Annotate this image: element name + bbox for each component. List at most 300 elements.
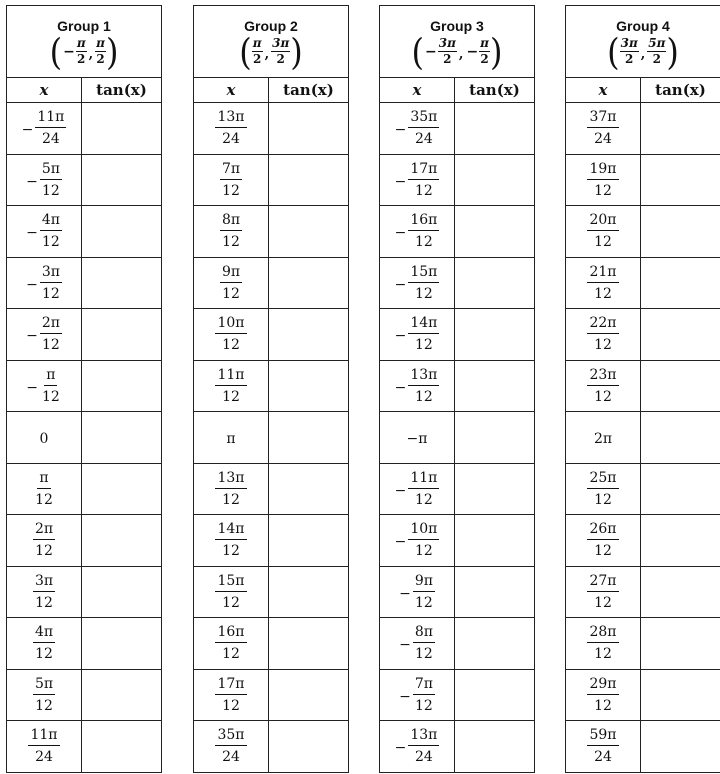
- tan-answer-cell[interactable]: [455, 721, 535, 773]
- group-header: [380, 6, 535, 78]
- table-row: [7, 360, 162, 412]
- interval-numerator: π: [96, 36, 105, 51]
- table-row: [194, 360, 349, 412]
- group-header: [566, 6, 720, 78]
- table-row: [566, 206, 720, 258]
- tan-answer-cell[interactable]: [641, 721, 720, 773]
- x-denominator: 12: [222, 182, 240, 199]
- tan-column-header: tan(x): [82, 78, 162, 103]
- x-sign: −: [394, 534, 407, 551]
- x-denominator: 12: [594, 697, 612, 714]
- column-header-row: [194, 78, 349, 103]
- interval-denominator: 2: [443, 52, 452, 66]
- tan-answer-cell[interactable]: [269, 412, 349, 464]
- x-denominator: 12: [35, 491, 53, 508]
- x-denominator: 12: [222, 646, 240, 663]
- open-paren: (: [607, 29, 620, 74]
- table-row: [194, 515, 349, 567]
- x-value: 0: [39, 430, 49, 447]
- table-row: [194, 257, 349, 309]
- x-numerator: 2π: [40, 315, 62, 334]
- x-fraction: [408, 212, 439, 250]
- x-denominator: 12: [35, 594, 53, 611]
- tan-answer-cell[interactable]: [269, 721, 349, 773]
- x-numerator: 19π: [587, 161, 618, 180]
- x-value-cell: [194, 566, 269, 618]
- tan-answer-cell[interactable]: [641, 463, 720, 515]
- x-fraction: [408, 315, 439, 353]
- x-value-cell: [566, 721, 641, 773]
- x-header-label: x: [39, 81, 49, 99]
- x-denominator: 12: [594, 646, 612, 663]
- tan-answer-cell[interactable]: [269, 463, 349, 515]
- table-row: [566, 412, 720, 464]
- tan-answer-cell[interactable]: [455, 154, 535, 206]
- x-denominator: 24: [414, 749, 433, 766]
- x-fraction: [587, 212, 618, 250]
- x-fraction: [40, 264, 62, 302]
- x-numerator: 20π: [587, 212, 618, 231]
- x-denominator: 12: [414, 285, 433, 302]
- tan-answer-cell[interactable]: [269, 360, 349, 412]
- table-row: [194, 721, 349, 773]
- tan-answer-cell[interactable]: [641, 206, 720, 258]
- column-header-row: [7, 78, 162, 103]
- x-value-cell: [380, 721, 455, 773]
- interval-denominator: 2: [276, 52, 285, 66]
- tan-answer-cell[interactable]: [269, 103, 349, 155]
- interval-comma: ,: [88, 47, 94, 62]
- x-value-cell: [7, 463, 82, 515]
- tan-answer-cell[interactable]: [269, 257, 349, 309]
- table-row: [7, 515, 162, 567]
- x-value-cell: [566, 206, 641, 258]
- group-title: Group 1: [57, 17, 111, 34]
- x-denominator: 12: [414, 697, 433, 714]
- x-numerator: 10π: [215, 315, 246, 334]
- interval-comma: ,: [264, 47, 270, 62]
- tan-answer-cell[interactable]: [82, 257, 162, 309]
- x-sign: −: [21, 122, 34, 139]
- close-paren: ): [290, 29, 303, 74]
- x-value-cell: [7, 515, 82, 567]
- tan-answer-cell[interactable]: [82, 309, 162, 361]
- tan-answer-cell[interactable]: [269, 669, 349, 721]
- tan-answer-cell[interactable]: [455, 206, 535, 258]
- x-header-label: x: [412, 81, 422, 99]
- tan-answer-cell[interactable]: [82, 721, 162, 773]
- interval-sign: −: [63, 43, 75, 60]
- x-value-cell: [566, 618, 641, 670]
- table-row: [194, 154, 349, 206]
- x-denominator: 12: [414, 646, 433, 663]
- x-fraction: [40, 315, 62, 353]
- x-value-cell: [7, 103, 82, 155]
- tan-answer-cell[interactable]: [82, 154, 162, 206]
- x-numerator: 15π: [215, 573, 246, 592]
- interval-denominator: 2: [624, 52, 634, 66]
- table-row: [7, 566, 162, 618]
- tan-column-header: tan(x): [269, 78, 349, 103]
- x-numerator: 11π: [215, 367, 246, 386]
- table-row: [566, 360, 720, 412]
- x-sign: −: [394, 173, 407, 190]
- x-value-cell: [566, 360, 641, 412]
- group-title: Group 3: [430, 17, 484, 34]
- x-fraction: [587, 315, 618, 353]
- table-row: [194, 412, 349, 464]
- tan-answer-cell[interactable]: [641, 103, 720, 155]
- x-value-cell: [566, 412, 641, 464]
- x-denominator: 12: [414, 543, 433, 560]
- x-numerator: 11π: [408, 470, 439, 489]
- x-sign: −: [399, 585, 411, 602]
- table-row: [7, 721, 162, 773]
- x-sign: −: [26, 379, 38, 396]
- tan-answer-cell[interactable]: [82, 412, 162, 464]
- x-sign: −: [26, 225, 38, 242]
- x-fraction: [587, 573, 618, 611]
- tan-answer-cell[interactable]: [82, 360, 162, 412]
- x-denominator: 12: [222, 594, 240, 611]
- x-denominator: 12: [594, 182, 612, 199]
- x-value-cell: [194, 257, 269, 309]
- group-title: Group 2: [244, 17, 298, 34]
- interval-fraction: [76, 37, 87, 65]
- x-fraction: [587, 161, 618, 199]
- x-fraction: [413, 624, 435, 662]
- table-row: [7, 257, 162, 309]
- x-denominator: 12: [414, 234, 433, 251]
- x-fraction: [220, 212, 242, 250]
- table-row: [380, 309, 535, 361]
- tan-answer-cell[interactable]: [641, 515, 720, 567]
- x-value-cell: [566, 463, 641, 515]
- tan-answer-cell[interactable]: [82, 566, 162, 618]
- x-fraction: [413, 573, 435, 611]
- x-denominator: 12: [222, 285, 240, 302]
- tan-answer-cell[interactable]: [455, 566, 535, 618]
- interval-fraction: [95, 37, 106, 65]
- group-header: [7, 6, 162, 78]
- x-fraction: [33, 624, 55, 662]
- tan-answer-cell[interactable]: [641, 257, 720, 309]
- x-value: 2π: [593, 430, 613, 447]
- x-value: −π: [406, 430, 428, 447]
- tan-answer-cell[interactable]: [455, 103, 535, 155]
- x-value-cell: [194, 515, 269, 567]
- x-numerator: 13π: [408, 727, 439, 746]
- x-numerator: 22π: [587, 315, 618, 334]
- table-row: [380, 360, 535, 412]
- interval-numerator: 3π: [438, 36, 456, 51]
- tan-answer-cell[interactable]: [455, 257, 535, 309]
- x-numerator: π: [37, 470, 50, 489]
- x-value-cell: [7, 669, 82, 721]
- tan-answer-cell[interactable]: [82, 103, 162, 155]
- x-sign: −: [26, 276, 38, 293]
- x-fraction: [587, 521, 618, 559]
- x-value-cell: [194, 103, 269, 155]
- table-row: [566, 618, 720, 670]
- x-fraction: [220, 161, 242, 199]
- table-row: [380, 721, 535, 773]
- table-row: [7, 412, 162, 464]
- tan-answer-cell[interactable]: [455, 360, 535, 412]
- interval-numerator: 3π: [620, 36, 638, 51]
- x-numerator: 16π: [408, 212, 439, 231]
- tan-answer-cell[interactable]: [82, 206, 162, 258]
- group-table-3: [379, 5, 535, 773]
- x-denominator: 12: [222, 543, 240, 560]
- table-row: [566, 154, 720, 206]
- interval-denominator: 2: [480, 52, 489, 66]
- group-header: [194, 6, 349, 78]
- x-numerator: 15π: [408, 264, 439, 283]
- interval-numerator: π: [252, 36, 262, 51]
- x-numerator: 3π: [40, 264, 62, 283]
- table-row: [194, 566, 349, 618]
- x-fraction: [33, 676, 55, 714]
- tan-answer-cell[interactable]: [641, 669, 720, 721]
- x-sign: −: [394, 328, 407, 345]
- x-value-cell: [7, 566, 82, 618]
- open-paren: (: [239, 29, 252, 74]
- tan-answer-cell[interactable]: [269, 206, 349, 258]
- x-denominator: 12: [414, 388, 433, 405]
- x-fraction: [215, 521, 246, 559]
- x-value-cell: [7, 257, 82, 309]
- x-numerator: 8π: [220, 212, 242, 231]
- x-numerator: 23π: [587, 367, 618, 386]
- tan-answer-cell[interactable]: [269, 618, 349, 670]
- tan-answer-cell[interactable]: [82, 669, 162, 721]
- interval-fraction: [620, 37, 639, 65]
- x-numerator: 17π: [408, 161, 439, 180]
- x-value-cell: [566, 669, 641, 721]
- x-numerator: π: [44, 367, 57, 386]
- x-numerator: 11π: [28, 727, 59, 746]
- x-sign: −: [394, 225, 407, 242]
- x-numerator: 21π: [587, 264, 618, 283]
- x-value-cell: [7, 618, 82, 670]
- x-value-cell: [380, 360, 455, 412]
- x-denominator: 24: [594, 749, 612, 766]
- tan-answer-cell[interactable]: [455, 309, 535, 361]
- x-denominator: 12: [35, 646, 53, 663]
- table-row: [380, 618, 535, 670]
- x-fraction: [408, 161, 439, 199]
- table-row: [566, 669, 720, 721]
- tan-answer-cell[interactable]: [641, 412, 720, 464]
- x-header-label: x: [598, 81, 608, 99]
- group-header-row: [380, 6, 535, 78]
- table-row: [380, 669, 535, 721]
- x-numerator: 37π: [587, 109, 618, 128]
- x-denominator: 12: [594, 285, 612, 302]
- x-numerator: 13π: [408, 367, 439, 386]
- x-value-cell: [194, 412, 269, 464]
- close-paren: ): [666, 29, 679, 74]
- tan-answer-cell[interactable]: [641, 154, 720, 206]
- table-row: [194, 206, 349, 258]
- interval-denominator: 2: [77, 52, 86, 66]
- interval-numerator: π: [76, 36, 86, 51]
- x-value-cell: [194, 154, 269, 206]
- x-denominator: 24: [222, 131, 240, 148]
- x-denominator: 12: [414, 594, 433, 611]
- table-row: [7, 309, 162, 361]
- x-denominator: 12: [594, 337, 612, 354]
- x-value-cell: [566, 257, 641, 309]
- x-column-header: [194, 78, 269, 103]
- tan-answer-cell[interactable]: [641, 309, 720, 361]
- tan-answer-cell[interactable]: [641, 360, 720, 412]
- x-denominator: 12: [222, 388, 240, 405]
- x-value-cell: [380, 257, 455, 309]
- x-fraction: [215, 676, 246, 714]
- x-value-cell: [380, 669, 455, 721]
- x-fraction: [40, 161, 62, 199]
- x-numerator: 35π: [215, 727, 246, 746]
- x-fraction: [28, 727, 59, 765]
- x-denominator: 12: [41, 337, 60, 354]
- x-sign: −: [394, 276, 407, 293]
- x-fraction: [33, 521, 55, 559]
- table-row: [7, 103, 162, 155]
- x-numerator: 10π: [408, 521, 439, 540]
- x-fraction: [215, 109, 246, 147]
- tan-answer-cell[interactable]: [641, 618, 720, 670]
- tan-answer-cell[interactable]: [269, 566, 349, 618]
- tan-answer-cell[interactable]: [269, 154, 349, 206]
- table-row: [380, 154, 535, 206]
- table-row: [7, 669, 162, 721]
- interval-denominator: 2: [652, 52, 662, 66]
- x-numerator: 2π: [33, 521, 55, 540]
- x-numerator: 27π: [587, 573, 618, 592]
- x-numerator: 4π: [33, 624, 55, 643]
- tan-answer-cell[interactable]: [641, 566, 720, 618]
- tan-answer-cell[interactable]: [82, 618, 162, 670]
- x-value-cell: [380, 309, 455, 361]
- x-value-cell: [380, 515, 455, 567]
- table-row: [7, 154, 162, 206]
- x-numerator: 35π: [408, 109, 439, 128]
- tan-answer-cell[interactable]: [455, 669, 535, 721]
- x-fraction: [215, 470, 246, 508]
- x-numerator: 28π: [587, 624, 618, 643]
- tan-answer-cell[interactable]: [269, 515, 349, 567]
- tan-answer-cell[interactable]: [82, 515, 162, 567]
- x-numerator: 9π: [413, 573, 435, 592]
- x-value-cell: [566, 566, 641, 618]
- x-value-cell: [194, 206, 269, 258]
- tan-answer-cell[interactable]: [455, 463, 535, 515]
- interval-sign: −: [425, 43, 437, 60]
- x-denominator: 12: [35, 543, 53, 560]
- group-table-1: [6, 5, 162, 773]
- tan-answer-cell[interactable]: [455, 412, 535, 464]
- x-numerator: 13π: [215, 470, 246, 489]
- x-denominator: 12: [222, 337, 240, 354]
- x-value: π: [226, 430, 236, 447]
- x-denominator: 12: [594, 491, 612, 508]
- x-numerator: 11π: [35, 109, 66, 128]
- tan-answer-cell[interactable]: [269, 309, 349, 361]
- group-header-row: [194, 6, 349, 78]
- x-value-cell: [194, 309, 269, 361]
- table-row: [7, 618, 162, 670]
- x-fraction: [215, 367, 246, 405]
- interval-fraction: [479, 37, 490, 65]
- x-column-header: [566, 78, 641, 103]
- x-denominator: 24: [41, 131, 60, 148]
- interval-fraction: [438, 37, 457, 65]
- x-denominator: 24: [414, 131, 433, 148]
- table-row: [7, 463, 162, 515]
- x-value-cell: [380, 154, 455, 206]
- table-row: [380, 257, 535, 309]
- x-fraction: [408, 521, 439, 559]
- tan-answer-cell[interactable]: [82, 463, 162, 515]
- x-denominator: 12: [41, 285, 60, 302]
- tan-answer-cell[interactable]: [455, 618, 535, 670]
- x-fraction: [408, 264, 439, 302]
- x-denominator: 12: [594, 234, 612, 251]
- table-row: [566, 309, 720, 361]
- x-numerator: 7π: [413, 676, 435, 695]
- x-value-cell: [566, 103, 641, 155]
- x-fraction: [33, 573, 55, 611]
- table-row: [566, 515, 720, 567]
- x-fraction: [408, 109, 439, 147]
- x-numerator: 29π: [587, 676, 618, 695]
- table-row: [194, 618, 349, 670]
- x-numerator: 5π: [33, 676, 55, 695]
- table-row: [380, 103, 535, 155]
- interval-sign: −: [466, 43, 479, 60]
- table-row: [566, 721, 720, 773]
- x-denominator: 24: [35, 749, 53, 766]
- x-fraction: [587, 676, 618, 714]
- x-value-cell: [7, 154, 82, 206]
- x-fraction: [408, 727, 439, 765]
- x-denominator: 12: [41, 388, 60, 405]
- x-numerator: 4π: [40, 212, 62, 231]
- table-row: [380, 515, 535, 567]
- x-value-cell: [194, 669, 269, 721]
- x-denominator: 12: [414, 182, 433, 199]
- x-sign: −: [26, 328, 38, 345]
- x-denominator: 12: [414, 491, 433, 508]
- interval-numerator: 3π: [272, 36, 290, 51]
- x-fraction: [587, 264, 618, 302]
- x-value-cell: [566, 154, 641, 206]
- x-fraction: [215, 727, 246, 765]
- x-sign: −: [399, 688, 411, 705]
- tan-answer-cell[interactable]: [455, 515, 535, 567]
- x-value-cell: [7, 206, 82, 258]
- table-row: [380, 412, 535, 464]
- x-value-cell: [7, 412, 82, 464]
- x-value-cell: [380, 103, 455, 155]
- interval-denominator: 2: [252, 52, 262, 66]
- x-column-header: [7, 78, 82, 103]
- x-value-cell: [7, 721, 82, 773]
- x-value-cell: [7, 309, 82, 361]
- x-denominator: 12: [222, 491, 240, 508]
